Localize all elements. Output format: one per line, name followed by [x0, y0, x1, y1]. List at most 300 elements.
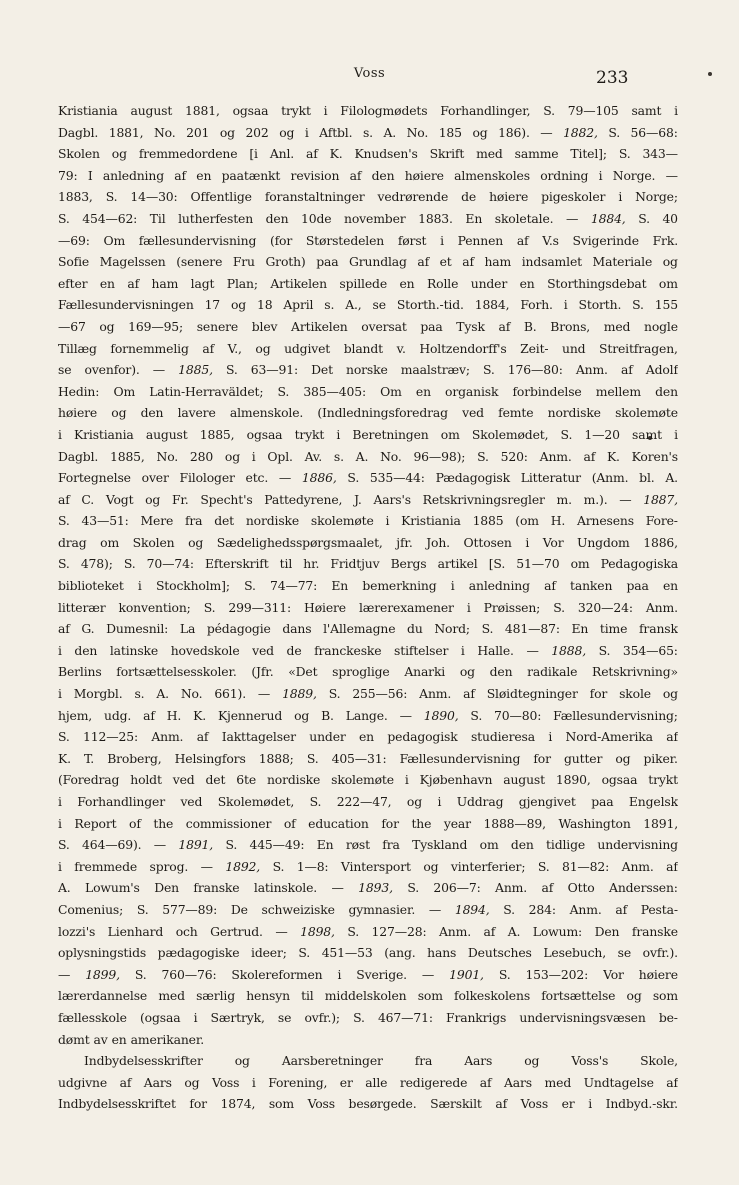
word: Til	[149, 210, 166, 226]
word: Joh.	[426, 534, 450, 550]
word: Indbydelsesskriftet	[58, 1096, 176, 1112]
word: den	[510, 837, 534, 853]
word: nogle	[644, 318, 678, 334]
word: konvention;	[118, 599, 191, 615]
word: bemerkning	[362, 578, 437, 594]
word: fra	[184, 513, 203, 529]
word: efter	[58, 275, 88, 291]
word: og	[294, 707, 310, 723]
text-line	[58, 273, 678, 295]
word: gymnasier.	[348, 901, 416, 917]
word: særlig	[196, 988, 235, 1004]
page-number: 233	[596, 68, 629, 88]
word: 1901,	[449, 966, 484, 982]
word: Sverige.	[356, 966, 407, 982]
word: i	[58, 686, 62, 702]
word: i	[58, 858, 62, 874]
word: m.).	[583, 491, 608, 507]
word: lærerdannelse	[58, 988, 148, 1004]
word: den	[371, 167, 395, 183]
ink-speck	[708, 72, 712, 76]
word: S.	[347, 470, 360, 486]
word: november	[344, 210, 406, 226]
word: i	[336, 426, 341, 442]
word: fremmedordene	[138, 146, 238, 162]
word: tanken	[570, 578, 613, 594]
word: og	[230, 297, 247, 313]
word: I	[87, 167, 93, 183]
word: etc.	[245, 470, 269, 486]
word: 451—53	[321, 945, 373, 961]
word: Anm.	[419, 686, 452, 702]
word: blev	[251, 318, 278, 334]
word: C.	[81, 491, 95, 507]
word: som	[268, 1096, 294, 1112]
word: i	[193, 1009, 198, 1025]
word: —	[200, 858, 213, 874]
word: —	[275, 923, 288, 939]
word: og	[99, 318, 115, 334]
word: i	[58, 426, 62, 442]
word: Koren's	[631, 448, 678, 464]
text-line	[58, 813, 678, 835]
word: Grundlag	[349, 254, 407, 270]
word: Anm.	[645, 599, 678, 615]
word: skolemøte	[615, 405, 678, 421]
word: med	[603, 318, 631, 334]
word: sprog.	[149, 858, 189, 874]
word: A.	[58, 880, 71, 896]
word: og	[662, 254, 678, 270]
word: under	[470, 275, 508, 291]
word: —69:	[58, 232, 90, 248]
word: til	[301, 988, 314, 1004]
word: Bergs	[390, 556, 427, 572]
word: en	[399, 275, 415, 291]
word: Frankrigs	[446, 1009, 507, 1025]
word: A.	[665, 470, 678, 486]
word: 186).	[498, 124, 530, 140]
word: det	[214, 513, 235, 529]
word: studieresa	[470, 729, 536, 745]
word: S.	[105, 189, 118, 205]
word: den	[265, 210, 289, 226]
word: Det	[311, 362, 333, 378]
word: Anderssen:	[609, 880, 678, 896]
word: skoletale.	[494, 210, 554, 226]
word: fra	[382, 837, 400, 853]
word: af	[58, 621, 70, 637]
word: Pesta-	[640, 901, 678, 917]
word: —	[257, 686, 271, 702]
text-line	[58, 100, 678, 122]
word: pédagogie	[206, 621, 271, 637]
word: Fortegnelse	[58, 470, 131, 486]
word: 1886,	[643, 534, 678, 550]
word: S.	[477, 448, 489, 464]
word: for	[533, 750, 551, 766]
word: i	[548, 729, 553, 745]
word: Indbydelsesskrifter	[84, 1053, 203, 1069]
word: time	[599, 621, 628, 637]
word: og	[188, 534, 204, 550]
word: Kristiania	[74, 426, 134, 442]
word: of	[283, 815, 296, 831]
word: Adolf	[645, 362, 678, 378]
word: S.	[503, 901, 515, 917]
text-line	[58, 230, 678, 252]
word: 1874,	[220, 1096, 256, 1112]
word: ved	[252, 642, 274, 658]
word: S.	[226, 362, 238, 378]
word: No.	[380, 448, 402, 464]
text-line	[58, 683, 678, 705]
word: Dagbl.	[58, 448, 99, 464]
word: S.	[482, 362, 495, 378]
word: —	[619, 491, 632, 507]
word: s.	[134, 686, 145, 702]
word: Voss	[520, 1096, 549, 1112]
word: Om	[103, 232, 126, 248]
word: anledning	[468, 578, 530, 594]
word: (Anm.	[591, 470, 629, 486]
word: til	[279, 556, 293, 572]
body-text	[58, 100, 678, 1115]
word: 405—31:	[331, 750, 387, 766]
word: de	[461, 189, 477, 205]
text-line	[58, 294, 678, 316]
word: indsamlet	[521, 254, 582, 270]
word: drag	[58, 534, 87, 550]
word: year	[443, 815, 471, 831]
word: 1894,	[454, 901, 490, 917]
word: jfr.	[396, 534, 413, 550]
word: hjem,	[58, 707, 93, 723]
word: ogsaa	[246, 426, 283, 442]
word: skolemøte	[331, 772, 394, 788]
word: vedrørende	[377, 189, 449, 205]
word: En	[571, 621, 589, 637]
text-line	[58, 640, 678, 662]
word: og	[615, 750, 631, 766]
word: Retskrivning»	[592, 664, 678, 680]
word: Aftbl.	[319, 124, 353, 140]
word: of	[129, 815, 141, 831]
word: 1881,	[185, 103, 220, 118]
word: vinterferier;	[450, 858, 526, 874]
text-line	[58, 856, 678, 878]
text-line	[58, 985, 678, 1007]
word: af	[495, 1096, 508, 1112]
word: og	[224, 448, 240, 464]
word: —	[428, 901, 442, 917]
word: S.	[608, 124, 621, 140]
word: artikel	[437, 556, 478, 572]
word: Anm.	[438, 923, 471, 939]
word: lutherfesten	[178, 210, 254, 226]
word: (for	[269, 232, 293, 248]
word: Fru	[232, 254, 255, 270]
word: den	[74, 642, 98, 658]
word: i	[563, 297, 568, 313]
word: 127—28:	[371, 923, 427, 939]
text-line	[58, 748, 678, 770]
word: af	[516, 232, 529, 248]
word: i	[251, 1074, 256, 1090]
word: Storthingsdebat	[547, 275, 647, 291]
word: 1899,	[85, 966, 120, 982]
word: i	[588, 1096, 593, 1112]
word: i	[460, 642, 465, 658]
word: 467—71:	[377, 1009, 433, 1025]
word: Anm.	[495, 880, 528, 896]
word: S.	[498, 966, 511, 982]
word: og	[184, 1074, 200, 1090]
word: franske	[631, 923, 678, 939]
word: Holtzendorff's	[419, 340, 507, 356]
word: i	[525, 534, 530, 550]
word: Report	[74, 815, 117, 831]
word: af	[479, 1074, 492, 1090]
word: S.	[598, 642, 611, 658]
word: Skolen	[58, 146, 100, 162]
word: 1885,	[109, 448, 145, 464]
word: Uddrag	[456, 794, 504, 809]
word: af	[620, 362, 633, 378]
word: 454—62:	[82, 210, 138, 226]
text-line	[58, 705, 678, 727]
word: i	[674, 103, 678, 118]
word: 79:	[58, 167, 78, 183]
word: litterær	[58, 599, 106, 615]
word: lærerexamener	[358, 599, 454, 615]
word: Forh.	[520, 297, 553, 313]
word: Norge;	[635, 189, 678, 205]
word: 1881,	[108, 124, 144, 140]
word: ovenfor).	[84, 362, 140, 378]
word: Den	[594, 923, 620, 939]
word: Forhandlinger	[77, 794, 165, 809]
word: i	[450, 578, 455, 594]
word: s.	[333, 448, 344, 464]
word: 1891,	[643, 815, 678, 831]
word: K.	[193, 707, 207, 723]
word: S.	[309, 794, 322, 809]
word: Nord-Amerika	[565, 729, 653, 745]
word: Ungdom	[577, 534, 630, 550]
word: und	[562, 340, 586, 356]
word: Vor	[603, 966, 624, 982]
word: og	[662, 686, 678, 702]
word: 202	[245, 124, 269, 140]
word: af	[583, 448, 596, 464]
word: S.	[58, 729, 70, 745]
word: i	[337, 966, 342, 982]
word: 222—47,	[336, 794, 392, 809]
word: ham	[484, 254, 512, 270]
word: Brons,	[550, 318, 591, 334]
word: Rolle	[426, 275, 459, 291]
word: Otto	[567, 880, 595, 896]
word: the	[411, 815, 432, 831]
word: S.	[298, 945, 311, 961]
word: La	[179, 621, 196, 637]
word: (ogsaa	[139, 1009, 181, 1025]
word: pedagogisk	[387, 729, 458, 745]
text-line	[58, 877, 678, 899]
word: S.	[272, 858, 285, 874]
word: 1884,	[590, 210, 626, 226]
word: folkeskolens	[454, 988, 531, 1004]
word: en	[99, 275, 115, 291]
word: Iakttagelser	[221, 729, 296, 745]
word: Lange.	[345, 707, 388, 723]
word: Fr.	[171, 491, 189, 507]
word: august	[145, 426, 188, 442]
text-line	[58, 381, 678, 403]
word: Høiere	[304, 599, 346, 615]
word: paa	[626, 578, 649, 594]
word: A.	[355, 448, 369, 464]
word: Offentlige	[190, 189, 252, 205]
word: Anl.	[269, 146, 295, 162]
word: Lowum's	[85, 880, 140, 896]
word: høiere	[489, 189, 529, 205]
word: 1898,	[300, 923, 335, 939]
word: paa	[420, 318, 443, 334]
text-line	[58, 122, 678, 144]
word: S.	[203, 599, 216, 615]
word: S.	[618, 146, 631, 162]
word: —	[331, 880, 344, 896]
word: 1890,	[555, 772, 591, 788]
word: undervisning	[597, 837, 678, 853]
word: trykt	[281, 103, 311, 118]
word: 481—87:	[504, 621, 560, 637]
word: s.	[324, 297, 335, 313]
word: Vintersport	[340, 858, 411, 874]
word: 1888;	[258, 750, 294, 766]
word: af	[462, 254, 474, 270]
word: Aars	[504, 1074, 533, 1090]
word: Aars	[143, 1074, 172, 1090]
word: Materiale	[592, 254, 653, 270]
word: Fællesundervisning	[399, 750, 521, 766]
word: hovedskole	[170, 642, 240, 658]
word: S.	[225, 837, 238, 853]
word: Zeit-	[520, 340, 549, 356]
word: alle	[365, 1074, 388, 1090]
text-line	[58, 424, 678, 446]
word: ved	[462, 405, 484, 421]
word: Kristiania	[401, 513, 461, 529]
word: En	[331, 578, 349, 594]
word: Artikelen	[270, 275, 327, 291]
word: 1884,	[474, 297, 510, 313]
word: først	[397, 232, 427, 248]
word: S.	[537, 858, 550, 874]
word: Om	[113, 383, 136, 399]
word: 1—20	[584, 426, 620, 442]
word: Kristiania	[58, 103, 118, 118]
word: en	[359, 729, 375, 745]
word: Sofie	[58, 254, 90, 270]
text-line	[58, 208, 678, 230]
word: besørgede.	[348, 1096, 417, 1112]
word: Litteratur	[520, 470, 581, 486]
text-line	[58, 316, 678, 338]
word: Voss	[307, 1096, 335, 1112]
word: Ottosen	[463, 534, 512, 550]
word: Aarsberetninger	[281, 1053, 383, 1069]
word: ovfr.).	[642, 945, 678, 961]
word: almenskole.	[229, 405, 304, 421]
word: Knudsen's	[354, 146, 418, 162]
text-line	[58, 1029, 678, 1051]
word: nordiske	[266, 772, 321, 788]
word: af	[498, 318, 511, 334]
word: med	[544, 1074, 572, 1090]
word: en	[111, 1031, 127, 1047]
word: ham	[151, 275, 179, 291]
word: Hedin:	[58, 383, 100, 399]
word: —	[153, 837, 167, 853]
word: i	[58, 642, 62, 658]
word: af	[119, 1074, 132, 1090]
word: lozzi's	[58, 923, 96, 939]
word: og	[423, 858, 439, 874]
word: af	[615, 901, 628, 917]
word: 1888—89,	[483, 815, 546, 831]
word: m.	[556, 491, 572, 507]
word: ideer;	[251, 945, 287, 961]
word: Latin-Herraväldet;	[149, 383, 264, 399]
word: S.	[543, 103, 555, 118]
word: og	[406, 794, 422, 809]
word: af	[349, 167, 362, 183]
word: nordiske	[547, 405, 601, 421]
text-line	[58, 964, 678, 986]
word: for	[189, 1096, 207, 1112]
word: august	[130, 103, 173, 118]
word: paa	[316, 254, 339, 270]
word: S.	[407, 880, 419, 896]
word: dømt	[58, 1031, 90, 1047]
word: S.	[328, 686, 341, 702]
word: Skolemødet,	[217, 794, 295, 809]
word: K.	[329, 146, 343, 162]
word: Groth)	[265, 254, 306, 270]
word: er	[561, 1096, 575, 1112]
word: i	[466, 599, 471, 615]
word: fortsættelsesskoler.	[116, 664, 237, 680]
word: 299—311:	[228, 599, 292, 615]
word: udg.	[104, 707, 132, 723]
word: 153—202:	[525, 966, 589, 982]
word: trykt	[294, 426, 325, 442]
text-line	[58, 597, 678, 619]
word: over	[141, 470, 169, 486]
word: om	[440, 426, 460, 442]
word: skole	[619, 686, 651, 702]
word: schweiziske	[261, 901, 335, 917]
word: høiere	[58, 405, 98, 421]
word: af	[174, 167, 186, 183]
word: Prøissen;	[483, 599, 541, 615]
word: du	[407, 621, 423, 637]
word: Forening,	[268, 1074, 328, 1090]
word: K.	[58, 750, 71, 766]
